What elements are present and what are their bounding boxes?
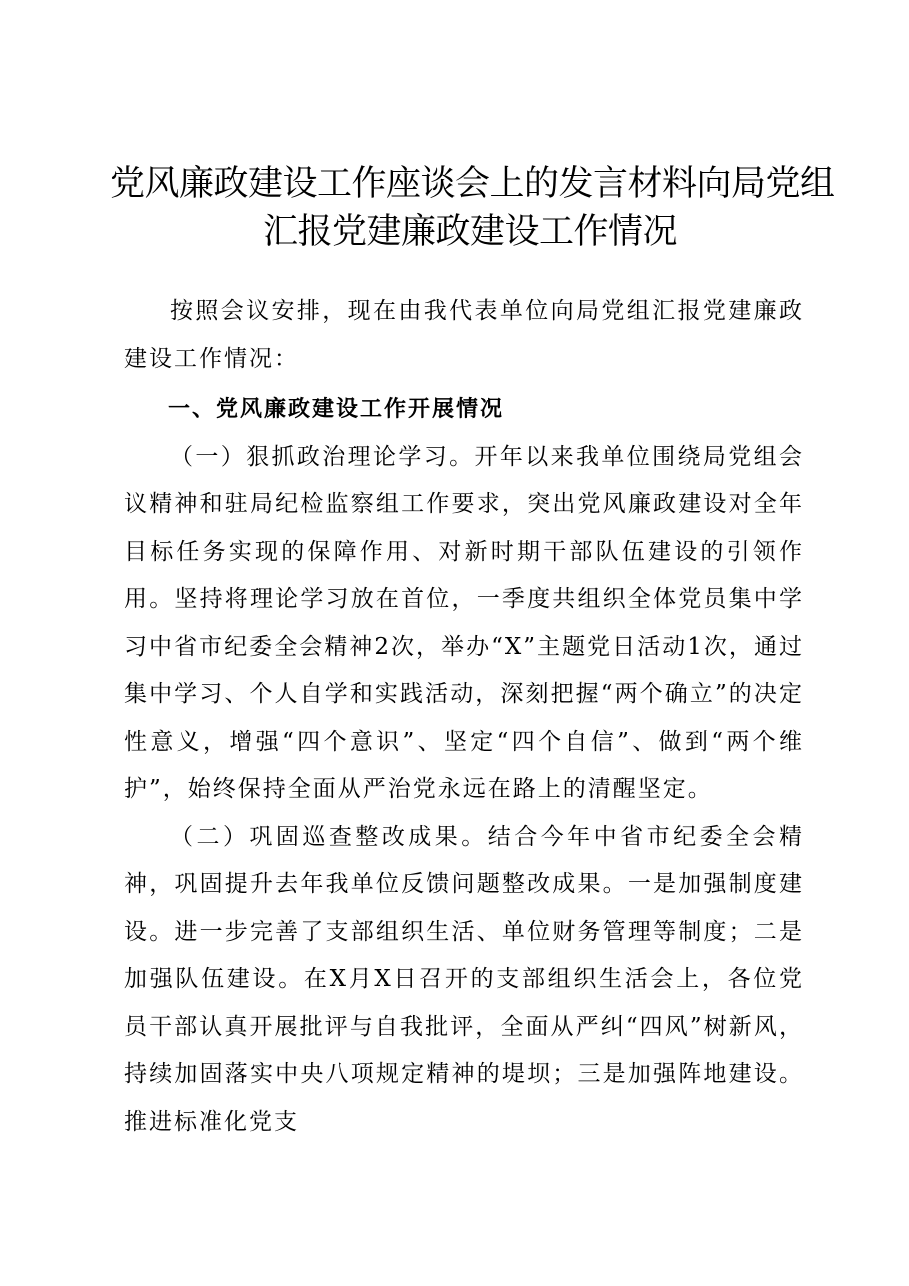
title-line-2: 汇报党建廉政建设工作情况: [262, 212, 677, 252]
subsection-1-lead: （一）狠抓政治理论学习。: [170, 443, 475, 470]
subsection-2-text: 结合今年中省市纪委全会精神，巩固提升去年我单位反馈问题整改成果。一是加强制度建设。进一步完善了支部组织生活、单位财务管理等制度；二是加强队伍建设。在X月X日召开的支部组织生活会上，各位党员干部认真开展批评与自我批评，全面从严纠“四风”树新风，持续加固落实中央八项规定精神的堤坝；三是加强阵地建设。推进标准化党支: [124, 823, 805, 1135]
title-line-1: 党风廉政建设工作座谈会上的发言材料向局党组: [110, 164, 835, 204]
subsection-2-lead: （二）巩固巡查整改成果。: [170, 823, 488, 850]
document-body: [124, 288, 804, 1146]
section-1-heading: 一、党风廉政建设工作开展情况: [168, 397, 505, 422]
subsection-1-paragraph: [124, 434, 804, 814]
subsection-1-text: 开年以来我单位围绕局党组会议精神和驻局纪检监察组工作要求，突出党风廉政建设对全年目标任务实现的保障作用、对新时期干部队伍建设的引领作用。坚持将理论学习放在首位，一季度共组织全体党员集中学习中省市纪委全会精神2次，举办“X”主题党日活动1次，通过集中学习、个人自学和实践活动，深刻把握“两个确立”的决定性意义，增强“四个意识”、坚定“四个自信”、做到“两个维护”，始终保持全面从严治党永远在路上的清醒坚定。: [124, 443, 804, 802]
document-title: [110, 160, 835, 256]
subsection-2-paragraph: [124, 814, 804, 1147]
intro-paragraph: 按照会议安排，现在由我代表单位向局党组汇报党建廉政建设工作情况：: [124, 298, 804, 372]
